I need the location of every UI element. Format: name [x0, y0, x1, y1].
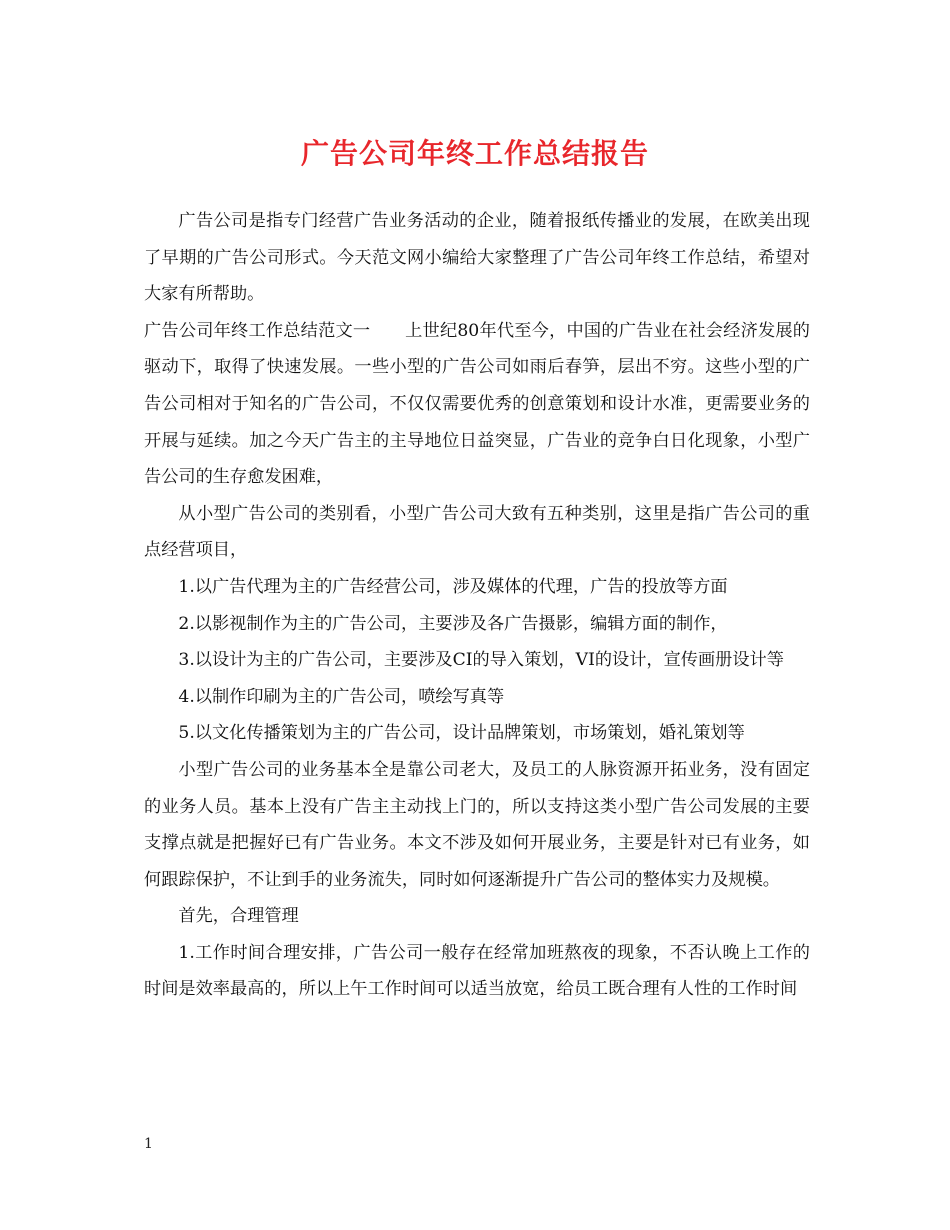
list-item-category-3: 3.以设计为主的广告公司，主要涉及CI的导入策划，VI的设计，宣传画册设计等 [178, 650, 784, 671]
paragraph-sample-one: 广告公司年终工作总结范文一 上世纪80年代至今，中国的广告业在社会经济发展的驱动下，取得了快速发展。一些小型的广告公司如雨后春笋，层出不穷。这些小型的广告公司相对于知名的广告公司，不仅仅需要优秀的创意策划和设计水准，更需要业务的开展与延续。加之今天广告主的主导地位日益突显，广告业的竞争白日化现象，小型广告公司的生存愈发困难， [144, 320, 810, 488]
paragraph-intro: 广告公司是指专门经营广告业务活动的企业，随着报纸传播业的发展，在欧美出现了早期的广告公司形式。今天范文网小编给大家整理了广告公司年终工作总结，希望对大家有所帮助。 [144, 211, 810, 305]
list-item-category-2: 2.以影视制作为主的广告公司，主要涉及各广告摄影，编辑方面的制作， [178, 613, 728, 634]
page-number: 1 [144, 1136, 153, 1152]
list-item-work-time: 1.工作时间合理安排，广告公司一般存在经常加班熬夜的现象，不否认晚上工作的时间是效率最高的，所以上午工作时间可以适当放宽，给员工既合理有人性的工作时间 [144, 942, 810, 1000]
document-body [144, 203, 810, 1008]
list-item-category-5: 5.以文化传播策划为主的广告公司，设计品牌策划，市场策划，婚礼策划等 [178, 723, 745, 744]
list-item-category-4: 4.以制作印刷为主的广告公司，喷绘写真等 [178, 686, 505, 707]
document-title: 广告公司年终工作总结报告 [300, 137, 649, 170]
list-item-category-1: 1.以广告代理为主的广告经营公司，涉及媒体的代理，广告的投放等方面 [178, 576, 728, 597]
section-heading-management: 首先，合理管理 [178, 906, 299, 927]
paragraph-business: 小型广告公司的业务基本全是靠公司老大，及员工的人脉资源开拓业务，没有固定的业务人员。基本上没有广告主主动找上门的，所以支持这类小型广告公司发展的主要支撑点就是把握好已有广告业务。本文不涉及如何开展业务，主要是针对已有业务，如何跟踪保护，不让到手的业务流失，同时如何逐渐提升广告公司的整体实力及规模。 [144, 759, 810, 890]
paragraph-categories: 从小型广告公司的类别看，小型广告公司大致有五种类别，这里是指广告公司的重点经营项目， [144, 503, 810, 561]
